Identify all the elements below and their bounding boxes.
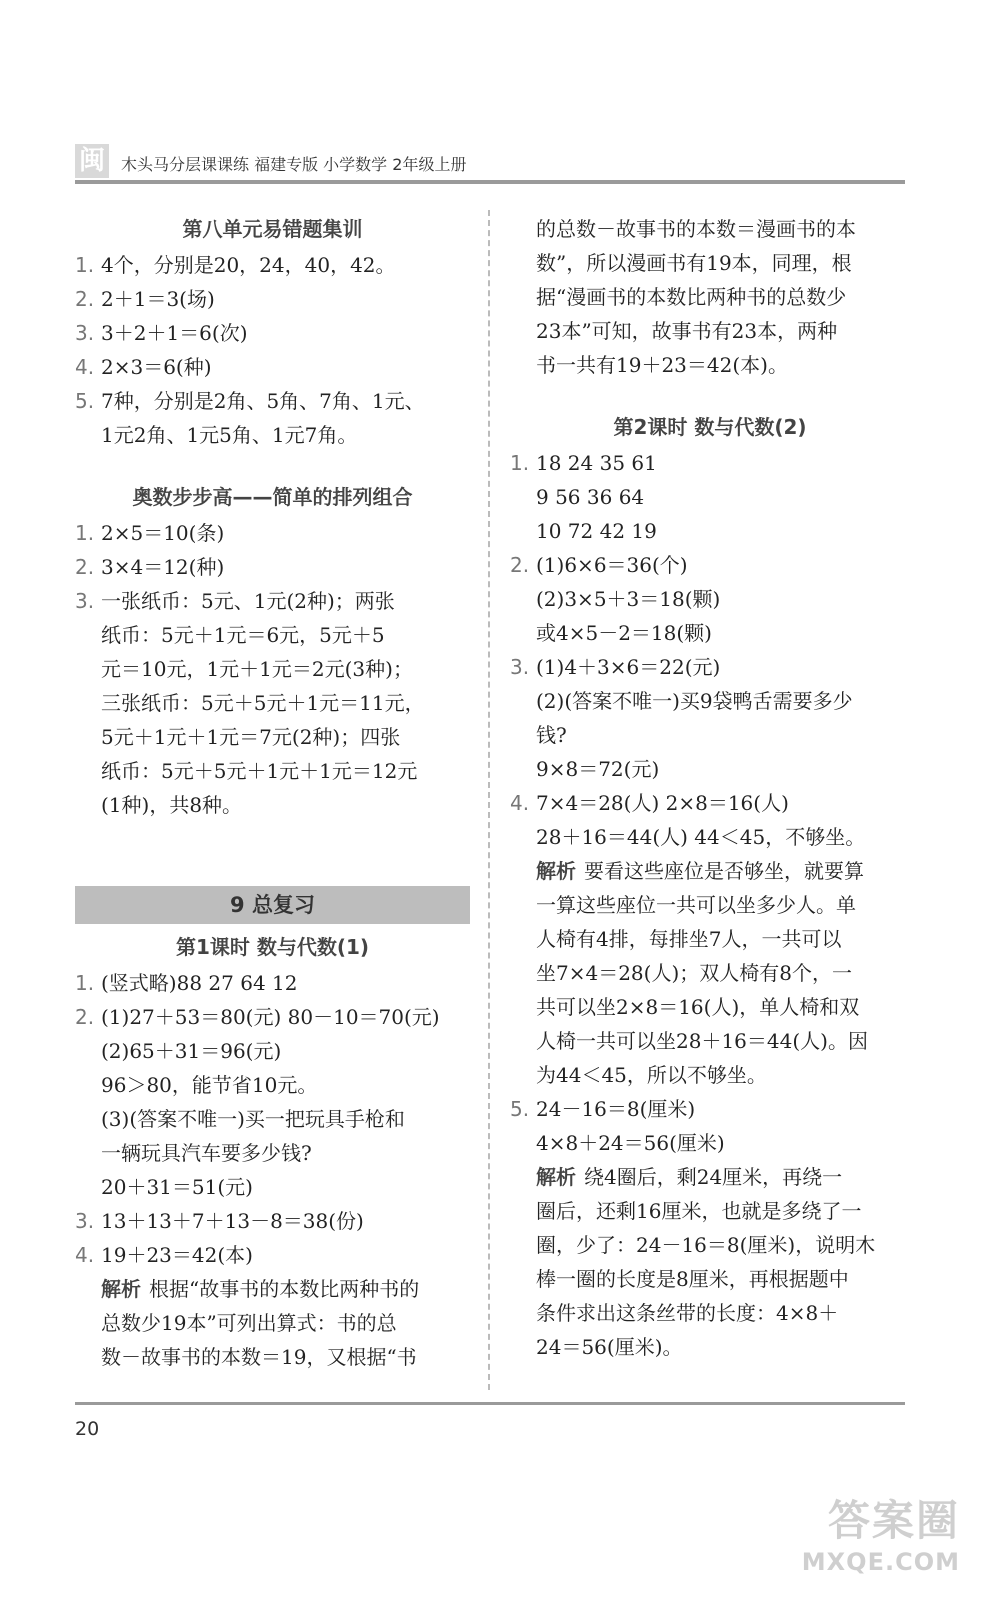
answer-line: 9 56 36 64 (536, 485, 645, 509)
section-title: 第1课时 数与代数(1) (175, 935, 370, 959)
analysis-line: 坐7×4＝28(人)；双人椅有8个，一 (536, 961, 852, 985)
analysis-line: 圈后，还剩16厘米，也就是多绕了一 (536, 1199, 862, 1223)
answer-line: 7×4＝28(人) 2×8＝16(人) (536, 791, 789, 815)
answer-line: (1)27＋53＝80(元) 80－10＝70(元) (101, 1005, 440, 1029)
watermark (802, 1488, 960, 1576)
item-number: 3. (75, 321, 95, 345)
answer-line: (2)65＋31＝96(元) (101, 1039, 282, 1063)
analysis-text: 绕4圈后，剩24厘米，再绕一 (584, 1165, 843, 1189)
answer-line: (2)(答案不唯一)买9袋鸭舌需要多少 (536, 689, 853, 713)
analysis-line: 人椅有4排，每排坐7人，一共可以 (536, 927, 842, 951)
answer-line: 7种，分别是2角、5角、7角、1元、 (101, 389, 425, 413)
answer-line: 三张纸币：5元＋5元＋1元＝11元， (101, 691, 425, 715)
answer-line: 13＋13＋7＋13－8＝38(份) (101, 1209, 364, 1233)
answer-line: 28＋16＝44(人) 44＜45，不够坐。 (536, 825, 866, 849)
continued-line: 书一共有19＋23＝42(本)。 (536, 353, 788, 377)
analysis-text: 要看这些座位是否够坐，就要算 (584, 859, 864, 883)
analysis-line: 一算这些座位一共可以坐多少人。单 (536, 893, 856, 917)
answer-line: (3)(答案不唯一)买一把玩具手枪和 (101, 1107, 405, 1131)
analysis-line (510, 854, 910, 888)
section-title: 第八单元易错题集训 (182, 217, 363, 241)
answer-line: (1)6×6＝36(个) (536, 553, 688, 577)
analysis-line (510, 1160, 910, 1194)
item-number: 4. (75, 355, 95, 379)
analysis-label: 解析 (536, 1165, 576, 1189)
answer-item (75, 1238, 470, 1272)
answer-item (75, 516, 470, 550)
book-title: 木头马分层课课练 福建专版 小学数学 2年级上册 (121, 155, 467, 174)
continued-line: 23本”可知，故事书有23本，两种 (536, 319, 838, 343)
analysis-label: 解析 (101, 1277, 141, 1301)
answer-line: 4个，分别是20，24，40，42。 (101, 253, 396, 277)
answer-item (75, 350, 470, 384)
page-header (75, 140, 905, 180)
section-title: 奥数步步高——简单的排列组合 (132, 485, 413, 509)
item-number: 1. (75, 521, 95, 545)
answer-line: 3×4＝12(种) (101, 555, 225, 579)
answer-line: 19＋23＝42(本) (101, 1243, 253, 1267)
answer-item (75, 1000, 470, 1034)
section-title: 第2课时 数与代数(2) (613, 415, 807, 439)
answer-line: 元＝10元，1元＋1元＝2元(3种)； (101, 657, 413, 681)
item-number: 5. (510, 1097, 530, 1121)
item-number: 1. (75, 971, 95, 995)
answer-item (510, 1092, 910, 1126)
answer-item (75, 316, 470, 350)
answer-line: 2×5＝10(条) (101, 521, 225, 545)
item-number: 2. (75, 1005, 95, 1029)
answer-line: (1种)，共8种。 (101, 793, 243, 817)
continued-line: 的总数－故事书的本数＝漫画书的本 (536, 217, 856, 241)
answer-line: 纸币：5元＋5元＋1元＋1元＝12元 (101, 759, 418, 783)
answer-line: 纸币：5元＋1元＝6元，5元＋5 (101, 623, 385, 647)
chapter-band: 9 总复习 (75, 886, 470, 924)
answer-line: (1)4＋3×6＝22(元) (536, 655, 721, 679)
answer-line: 钱? (536, 723, 567, 747)
analysis-line: 为44＜45，所以不够坐。 (536, 1063, 767, 1087)
analysis-text: 根据“故事书的本数比两种书的 (149, 1277, 420, 1301)
answer-item (75, 1204, 470, 1238)
analysis-line: 数－故事书的本数＝19，又根据“书 (101, 1345, 417, 1369)
answer-item (75, 248, 470, 282)
answer-item (75, 384, 470, 418)
answer-line: 2＋1＝3(场) (101, 287, 215, 311)
item-number: 1. (510, 451, 530, 475)
right-column (510, 212, 910, 1364)
answer-line: 或4×5－2＝18(颗) (536, 621, 712, 645)
analysis-line: 条件求出这条丝带的长度：4×8＋ (536, 1301, 839, 1325)
answer-item (75, 550, 470, 584)
analysis-line: 圈，少了：24－16＝8(厘米)，说明木 (536, 1233, 876, 1257)
analysis-line: 棒一圈的长度是8厘米，再根据题中 (536, 1267, 849, 1291)
answer-line: 9×8＝72(元) (536, 757, 660, 781)
item-number: 5. (75, 389, 95, 413)
footer-rule (75, 1402, 905, 1405)
analysis-line: 共可以坐2×8＝16(人)，单人椅和双 (536, 995, 860, 1019)
item-number: 3. (75, 1209, 95, 1233)
item-number: 3. (75, 589, 95, 613)
answer-line: (2)3×5＋3＝18(颗) (536, 587, 721, 611)
answer-line: 3＋2＋1＝6(次) (101, 321, 248, 345)
answer-item (75, 584, 470, 618)
item-number: 4. (510, 791, 530, 815)
answer-item (510, 548, 910, 582)
region-logo: 闽 (75, 144, 109, 178)
analysis-line (75, 1272, 470, 1306)
answer-line: 10 72 42 19 (536, 519, 657, 543)
continued-line: 据“漫画书的本数比两种书的总数少 (536, 285, 847, 309)
answer-line: 一辆玩具汽车要多少钱? (101, 1141, 312, 1165)
answer-item (510, 446, 910, 480)
answer-item (510, 786, 910, 820)
item-number: 2. (75, 555, 95, 579)
answer-line: 18 24 35 61 (536, 451, 657, 475)
analysis-label: 解析 (536, 859, 576, 883)
answer-item (510, 650, 910, 684)
answer-line: (竖式略)88 27 64 12 (101, 971, 298, 995)
left-column (75, 212, 470, 1374)
answer-line: 5元＋1元＋1元＝7元(2种)；四张 (101, 725, 401, 749)
answer-line: 96＞80，能节省10元。 (101, 1073, 318, 1097)
answer-item (75, 282, 470, 316)
answer-line: 24－16＝8(厘米) (536, 1097, 696, 1121)
analysis-line: 总数少19本”可列出算式：书的总 (101, 1311, 397, 1335)
column-divider (488, 210, 490, 1390)
item-number: 2. (510, 553, 530, 577)
watermark-logo: 答案圈 (827, 1496, 960, 1545)
header-rule (75, 180, 905, 184)
analysis-line: 24＝56(厘米)。 (536, 1335, 683, 1359)
item-number: 1. (75, 253, 95, 277)
item-number: 2. (75, 287, 95, 311)
item-number: 3. (510, 655, 530, 679)
continued-line: 数”，所以漫画书有19本，同理，根 (536, 251, 852, 275)
answer-line: 一张纸币：5元、1元(2种)；两张 (101, 589, 395, 613)
page-number: 20 (75, 1418, 100, 1440)
answer-line: 4×8＋24＝56(厘米) (536, 1131, 725, 1155)
item-number: 4. (75, 1243, 95, 1267)
watermark-url: MXQE.COM (801, 1548, 960, 1576)
analysis-line: 人椅一共可以坐28＋16＝44(人)。因 (536, 1029, 868, 1053)
answer-line: 1元2角、1元5角、1元7角。 (101, 423, 358, 447)
answer-line: 2×3＝6(种) (101, 355, 212, 379)
answer-line: 20＋31＝51(元) (101, 1175, 253, 1199)
answer-item (75, 966, 470, 1000)
